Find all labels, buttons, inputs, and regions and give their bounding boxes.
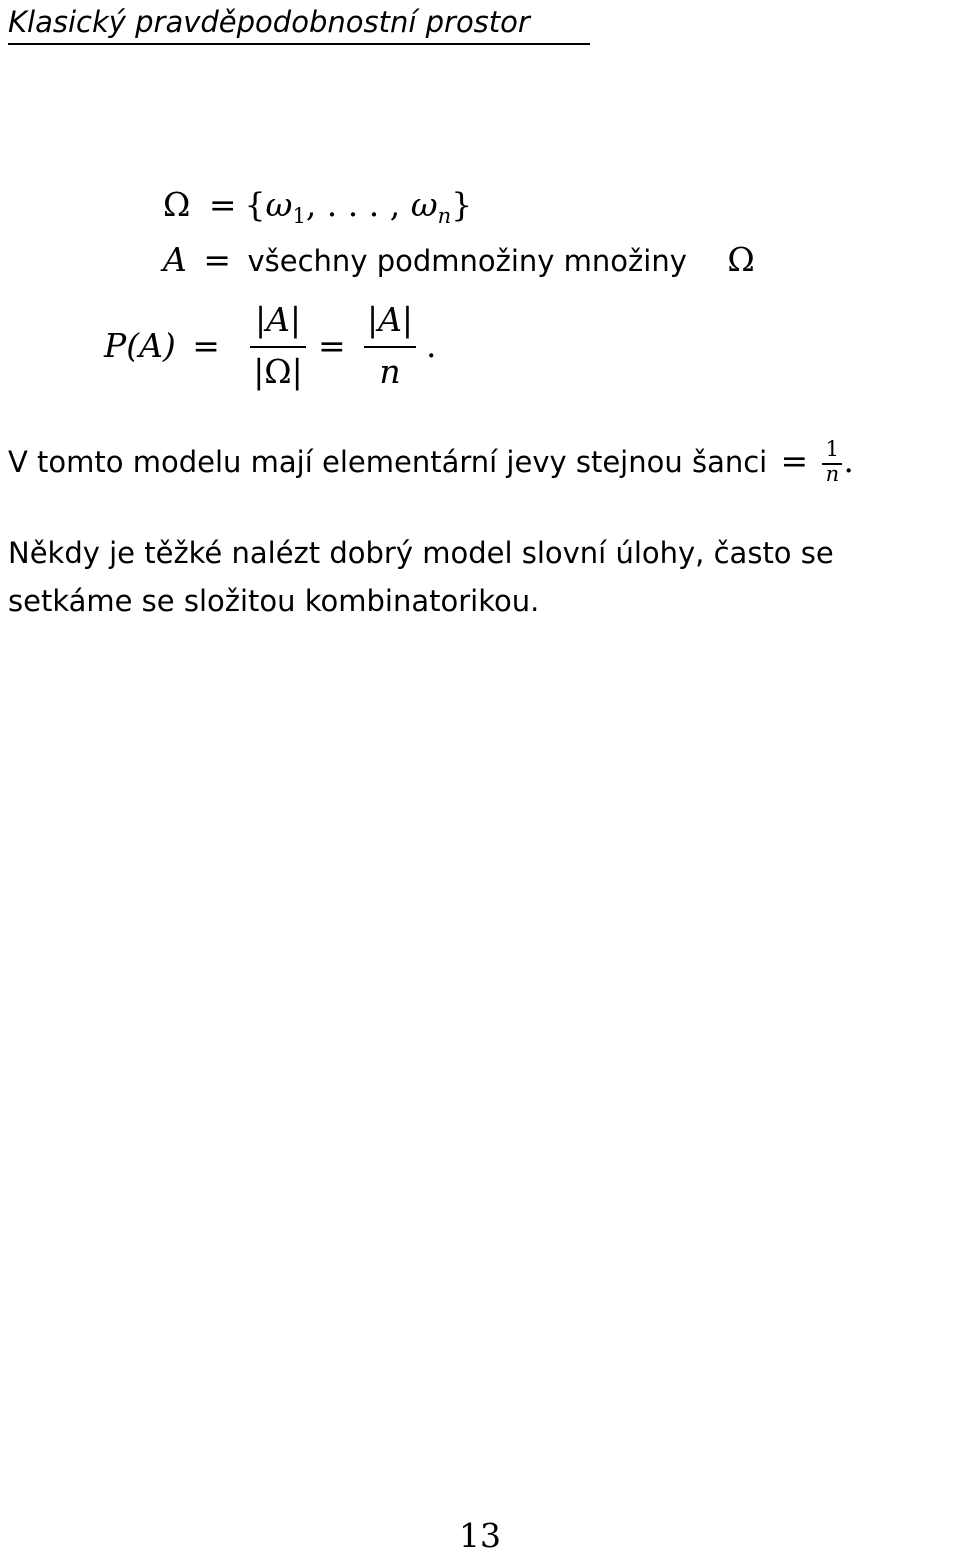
equals-sign: = xyxy=(203,240,231,279)
probability-lhs xyxy=(104,326,220,366)
probability-function: P(A) xyxy=(104,326,176,365)
fraction-numerator: |A| xyxy=(254,300,302,339)
fraction-a-over-omega xyxy=(250,300,306,392)
slide-title: Klasický pravděpodobnostní prostor xyxy=(8,5,530,39)
omega-definition xyxy=(163,185,472,236)
ellipsis: , . . . , xyxy=(305,185,411,224)
fraction-denominator: |Ω| xyxy=(253,352,303,391)
omega-symbol: Ω xyxy=(727,240,755,279)
omega-element: ω xyxy=(265,185,293,224)
fraction-denominator: n xyxy=(379,352,401,391)
paragraph-text: V tomto modelu mají elementární jevy stejnou šanci xyxy=(8,445,768,479)
equals-sign: = xyxy=(780,441,809,480)
fraction-bar xyxy=(250,346,306,348)
fraction-numerator: |A| xyxy=(366,300,414,339)
algebra-definition xyxy=(163,240,755,281)
algebra-symbol: A xyxy=(163,240,187,279)
open-brace: { xyxy=(244,185,266,224)
fraction-one-over-n xyxy=(821,437,843,486)
title-underline xyxy=(8,43,590,45)
page-number: 13 xyxy=(459,1516,501,1555)
fraction-denominator: n xyxy=(825,462,840,486)
subscript: 1 xyxy=(292,204,306,228)
period: . xyxy=(843,441,854,480)
formula-period xyxy=(426,326,437,366)
paragraph-equal-chances xyxy=(8,437,854,486)
fraction-bar xyxy=(364,346,416,348)
second-equals xyxy=(318,326,346,366)
close-brace: } xyxy=(451,185,473,224)
equals-sign: = xyxy=(192,326,220,365)
fraction-numerator: 1 xyxy=(825,437,840,461)
paragraph-combinatorics-line-1: Někdy je těžké nalézt dobrý model slovní úlohy, často se xyxy=(8,536,834,570)
paragraph-combinatorics-line-2: setkáme se složitou kombinatorikou. xyxy=(8,584,540,618)
equals-sign: = xyxy=(208,185,237,224)
equals-sign: = xyxy=(318,326,346,365)
algebra-text: všechny podmnožiny množiny xyxy=(247,244,687,278)
period: . xyxy=(426,326,437,365)
omega-element: ω xyxy=(410,185,438,224)
omega-symbol: Ω xyxy=(163,185,191,224)
subscript: n xyxy=(437,204,452,228)
fraction-a-over-n xyxy=(364,300,416,392)
